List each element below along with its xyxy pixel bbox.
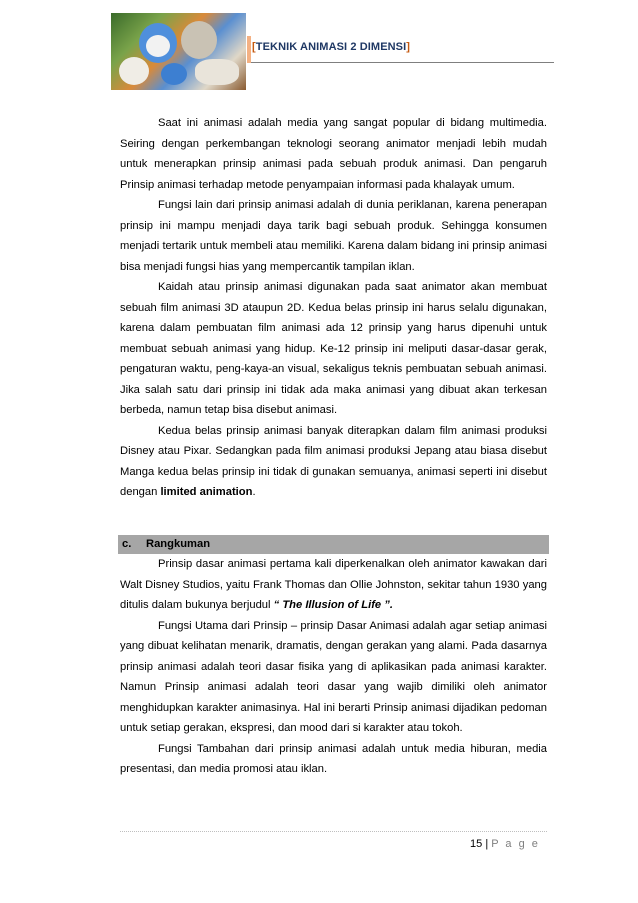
- paragraph-4-text: Kedua belas prinsip animasi banyak diterapkan dalam film animasi produksi Disney atau Pixar. Sedangkan pada film animasi produksi Jepang atau biasa disebut Manga kedua belas prinsip ini tidak di gunakan semuanya, animasi seperti ini disebut dengan: [120, 424, 547, 498]
- paragraph-4: [120, 421, 547, 503]
- character-white-animal: [195, 59, 239, 85]
- header-title: [252, 41, 410, 53]
- character-blue-small: [161, 63, 187, 85]
- header-title-text: TEKNIK ANIMASI 2 DIMENSI: [255, 41, 407, 53]
- summary-paragraph-1: [120, 554, 547, 616]
- character-white-figure: [119, 57, 149, 85]
- paragraph-4-end: .: [252, 486, 256, 498]
- header-cartoon-image: [111, 13, 246, 90]
- summary-paragraph-2: Fungsi Utama dari Prinsip – prinsip Dasar Animasi adalah agar setiap animasi yang dibuat kelihatan menarik, dramatis, dengan gerakan yang alami. Pada dasarnya prinsip animasi adalah teori dasar fisika yang di aplikasikan pada animasi karakter. Namun Prinsip animasi adalah teori dasar yang wajib dimiliki oleh animator menghidupkan karakter animasinya. Hal ini berarti Prinsip animasi dijadikan pedoman untuk setiap gerakan, ekspresi, dan mood dari si karakter atau tokoh.: [120, 619, 547, 734]
- summary-paragraph-1-text: Prinsip dasar animasi pertama kali diperkenalkan oleh animator kawakan dari Walt Disney Studios, yaitu Frank Thomas dan Ollie Johnston, sekitar tahun 1930 yang ditulis dalam bukunya berjudul: [120, 558, 547, 611]
- header-bracket-close: ]: [406, 41, 411, 53]
- header-bracket-open: [: [252, 41, 256, 53]
- summary-text: [120, 554, 547, 780]
- paragraph-3: Kaidah atau prinsip animasi digunakan pada saat animator akan membuat sebuah film animasi 3D ataupun 2D. Kedua belas prinsip ini harus selalu digunakan, karena dalam pembuatan film animasi ada 12 prinsip yang harus dipenuhi untuk membuat sebuah animasi yang hidup. Ke-12 prinsip ini meliputi dasar-dasar gerak, pengaturan waktu, peng-kaya-an visual, sekaligus teknis pembuatan sebuah animasi. Jika salah satu dari prinsip ini tidak ada maka animasi yang dibuat akan terkesan berbeda, namun tetap bisa disebut animasi.: [120, 281, 547, 416]
- page-label: P a g e: [491, 838, 540, 850]
- character-blue-figure: [139, 23, 177, 63]
- page-number: 15: [470, 838, 483, 850]
- limited-animation-term: limited animation: [160, 486, 253, 498]
- section-letter: c.: [122, 538, 132, 550]
- footer-rule: [120, 831, 547, 832]
- page-footer: [470, 838, 540, 850]
- summary-paragraph-3: Fungsi Tambahan dari prinsip animasi adalah untuk media hiburan, media presentasi, dan media promosi atau iklan.: [120, 742, 547, 775]
- character-grey-figure: [181, 21, 217, 59]
- body-text: [120, 113, 547, 503]
- section-title: Rangkuman: [146, 538, 211, 550]
- book-title: “ The Illusion of Life ”.: [273, 599, 393, 611]
- paragraph-2: Fungsi lain dari prinsip animasi adalah di dunia periklanan, karena penerapan prinsip ini mampu menjadi daya tarik bagi sebuah produk. Sehingga konsumen menjadi tertarik untuk membeli atau memiliki. Karena dalam bidang ini prinsip animasi bisa menjadi fungsi hias yang mempercantik tampilan iklan.: [120, 199, 547, 273]
- paragraph-1: Saat ini animasi adalah media yang sangat popular di bidang multimedia. Seiring dengan perkembangan teknologi seorang animator menjadi lebih mudah untuk menerapkan prinsip animasi pada sebuah produk animasi. Dan pengaruh Prinsip animasi terhadap metode penyampaian informasi pada khalayak umum.: [120, 117, 547, 191]
- header-accent-bar: [247, 36, 251, 63]
- footer-separator: |: [485, 838, 489, 850]
